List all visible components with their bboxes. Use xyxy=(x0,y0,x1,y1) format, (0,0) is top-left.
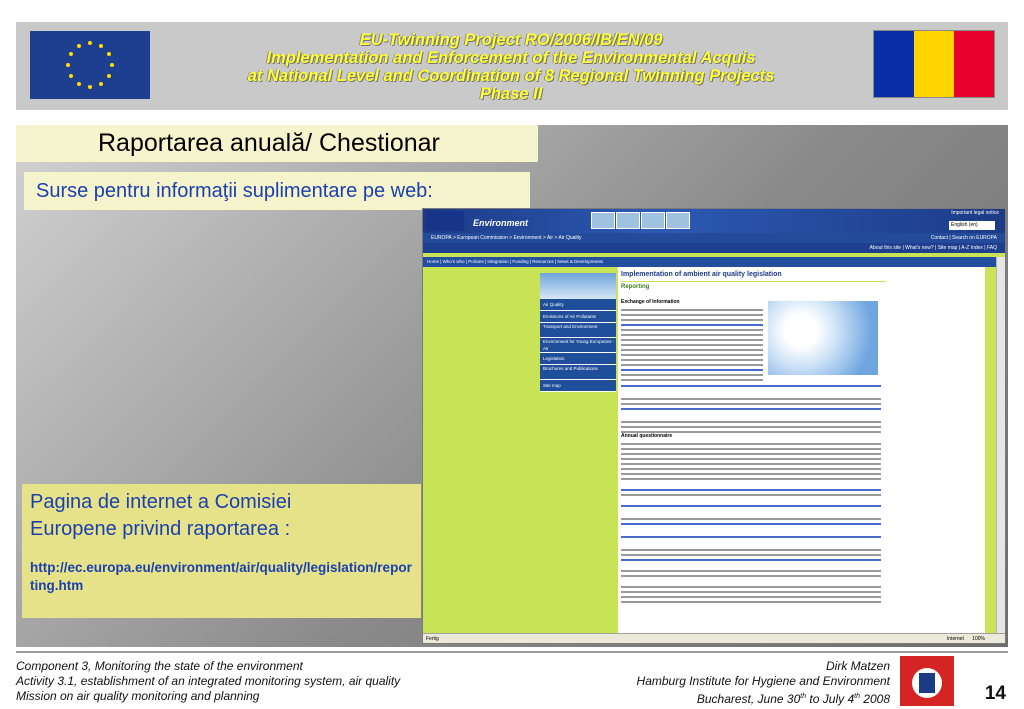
status-text: Fertig xyxy=(426,636,439,642)
ro-flag-red xyxy=(954,31,994,97)
nav-item-air-quality[interactable]: Air Quality xyxy=(540,299,616,311)
nav-sky-image xyxy=(540,273,616,299)
site-left-nav xyxy=(540,273,616,392)
site-breadcrumb-text[interactable]: EUROPA > European Commission > Environment > Air > Air Quality xyxy=(431,235,582,241)
annual-text xyxy=(621,443,881,606)
nav-item-legislation[interactable]: Legislation xyxy=(540,353,616,365)
info-text-line-1: Pagina de internet a Comisiei xyxy=(30,491,292,513)
footer-component: Component 3, Monitoring the state of the environment xyxy=(16,659,303,673)
content-title: Implementation of ambient air quality legislation xyxy=(621,271,782,278)
institute-logo-icon xyxy=(900,656,954,706)
zoom-level[interactable]: 100% xyxy=(972,636,985,642)
clouds-photo xyxy=(768,301,878,375)
language-select[interactable]: English (en) xyxy=(949,221,995,230)
nav-item-emissions[interactable]: Emissions of Air Pollutants xyxy=(540,311,616,323)
site-scrollbar[interactable] xyxy=(996,257,1005,635)
project-title xyxy=(166,31,856,103)
content-subtitle: Reporting xyxy=(621,284,650,290)
section-exchange-heading: Exchange of Information xyxy=(621,299,680,305)
project-title-line-4: Phase II xyxy=(479,85,543,103)
section-annual-heading: Annual questionnaire xyxy=(621,433,673,439)
eu-flag-icon xyxy=(30,31,150,99)
slide-subtitle: Surse pentru informaţii suplimentare pe web: xyxy=(24,172,530,210)
reporting-link[interactable]: http://ec.europa.eu/environment/air/quality/legislation/reporting.htm xyxy=(30,560,412,593)
internet-zone-label: Internet xyxy=(946,636,964,642)
banner-photo-icon xyxy=(616,212,640,229)
site-toolbar[interactable]: About this site | What's new? | Site map | A-Z Index | FAQ xyxy=(423,243,1005,253)
legal-notice-link[interactable]: Important legal notice xyxy=(951,210,999,216)
europa-logo-icon xyxy=(426,211,464,231)
nav-item-transport[interactable]: Transport and Environment xyxy=(540,323,616,338)
footer-author: Dirk Matzen xyxy=(825,659,890,673)
content-divider xyxy=(621,281,886,282)
footer-date: Bucharest, June 30th to July 4th 2008 xyxy=(696,692,890,706)
footer-mission: Mission on air quality monitoring and planning xyxy=(16,689,260,703)
exchange-text xyxy=(621,309,763,384)
site-menu[interactable]: Home | Who's who | Policies | Integration | Funding | Resources | News & Developments xyxy=(423,257,998,267)
banner-photo-icon xyxy=(666,212,690,229)
site-content xyxy=(618,267,985,635)
page-number: 14 xyxy=(984,683,1006,704)
banner-photo-icon xyxy=(591,212,615,229)
project-header xyxy=(16,22,1008,110)
site-banner-label: Environment xyxy=(473,218,529,228)
website-screenshot xyxy=(422,208,1006,644)
footer-institute: Hamburg Institute for Hygiene and Environment xyxy=(636,674,890,688)
romania-flag-icon xyxy=(873,30,995,98)
slide-title: Raportarea anuală/ Chestionar xyxy=(16,125,538,162)
reporting-text xyxy=(621,385,881,436)
ro-flag-yellow xyxy=(914,31,954,97)
footer-left xyxy=(16,659,496,704)
project-title-line-3: at National Level and Coordination of 8 Regional Twinning Projects xyxy=(247,67,775,85)
site-breadcrumb xyxy=(423,233,1005,243)
nav-item-brochures[interactable]: Brochures and Publications xyxy=(540,365,616,380)
ro-flag-blue xyxy=(874,31,914,97)
footer-activity: Activity 3.1, establishment of an integrated monitoring system, air quality xyxy=(16,674,401,688)
internet-zone xyxy=(947,634,985,644)
info-text-line-2: Europene privind raportarea : xyxy=(30,518,291,540)
project-title-line-2: Implementation and Enforcement of the Environmental Acquis xyxy=(266,49,756,67)
project-title-line-1: EU-Twinning Project RO/2006/IB/EN/09 xyxy=(359,31,663,49)
footer-divider xyxy=(16,651,1008,653)
site-contact-links[interactable]: Contact | Search on EUROPA xyxy=(930,235,997,241)
info-box xyxy=(22,484,421,618)
footer-right xyxy=(520,659,890,707)
nav-item-site-map[interactable]: Site map xyxy=(540,380,616,392)
nav-item-young-europeans[interactable]: Environment for Young Europeans - Air xyxy=(540,338,616,353)
browser-status-bar xyxy=(423,633,1005,643)
banner-photo-icon xyxy=(641,212,665,229)
